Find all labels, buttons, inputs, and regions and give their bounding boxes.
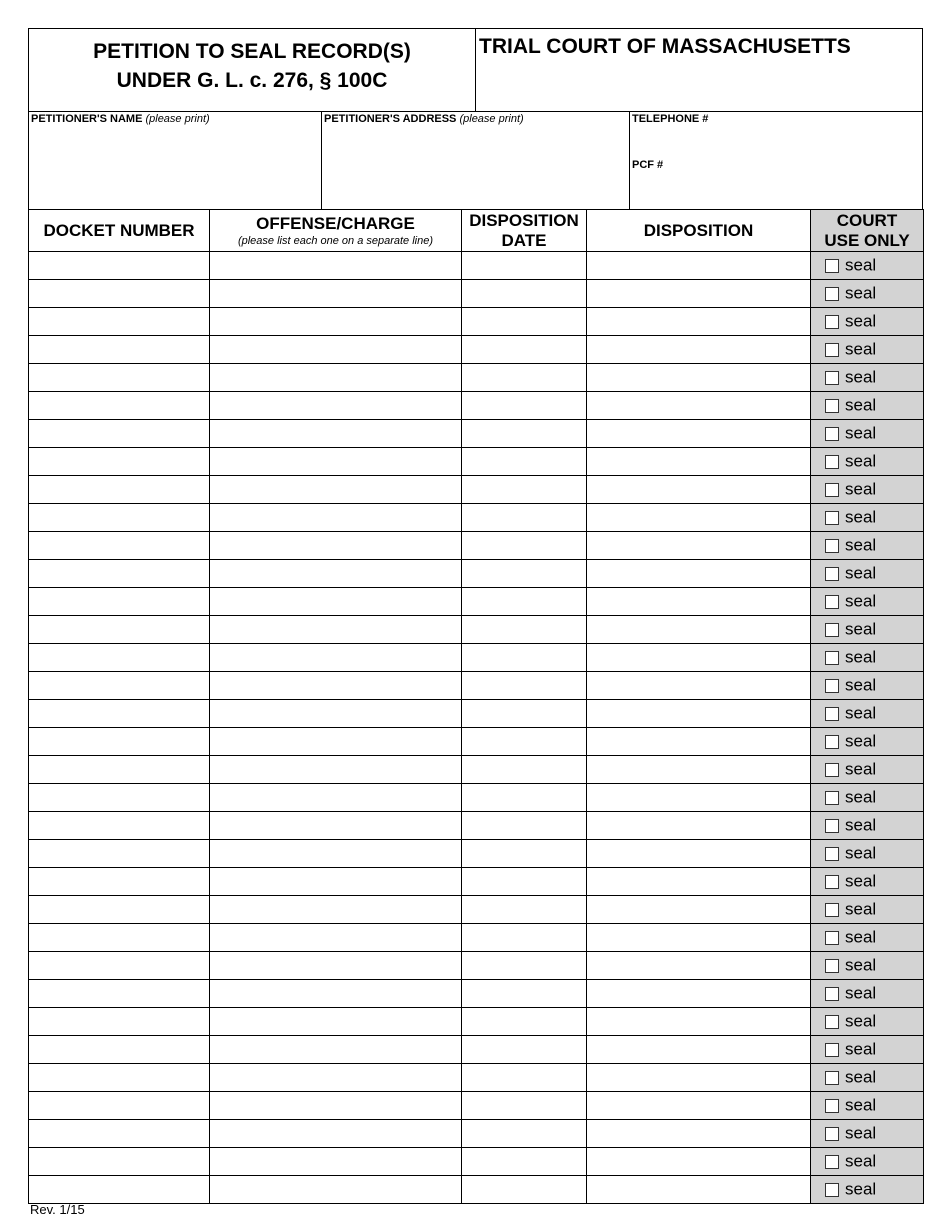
table-row	[29, 952, 924, 980]
court-use-cell	[811, 504, 924, 532]
disposition-date-cell[interactable]	[462, 280, 587, 308]
seal-checkbox[interactable]	[825, 903, 839, 917]
seal-label: seal	[845, 1095, 877, 1115]
petitioner-info-row	[28, 111, 923, 210]
seal-label: seal	[845, 871, 877, 891]
offense-charge-cell[interactable]	[210, 1092, 462, 1120]
disposition-cell[interactable]	[587, 952, 811, 980]
disposition-cell[interactable]	[587, 364, 811, 392]
offense-charge-cell[interactable]	[210, 672, 462, 700]
docket-number-cell[interactable]	[29, 280, 210, 308]
docket-number-cell[interactable]	[29, 1092, 210, 1120]
seal-checkbox[interactable]	[825, 1127, 839, 1141]
disposition-cell[interactable]	[587, 728, 811, 756]
seal-label: seal	[845, 1179, 877, 1199]
seal-checkbox[interactable]	[825, 623, 839, 637]
table-row	[29, 364, 924, 392]
petitioner-name-field[interactable]	[29, 112, 322, 209]
offense-charge-cell[interactable]	[210, 392, 462, 420]
docket-number-cell[interactable]	[29, 588, 210, 616]
table-row	[29, 812, 924, 840]
disposition-cell[interactable]	[587, 532, 811, 560]
disposition-cell[interactable]	[587, 392, 811, 420]
offense-charge-cell[interactable]	[210, 812, 462, 840]
offense-charge-cell[interactable]	[210, 336, 462, 364]
docket-number-cell[interactable]	[29, 1120, 210, 1148]
offense-charge-cell[interactable]	[210, 420, 462, 448]
table-row	[29, 588, 924, 616]
disposition-date-cell[interactable]	[462, 1008, 587, 1036]
disposition-date-cell[interactable]	[462, 700, 587, 728]
disposition-date-cell[interactable]	[462, 812, 587, 840]
telephone-field[interactable]	[630, 112, 923, 209]
disposition-cell[interactable]	[587, 588, 811, 616]
docket-number-header: DOCKET NUMBER	[29, 210, 210, 252]
disposition-date-cell[interactable]	[462, 336, 587, 364]
offense-charge-cell[interactable]	[210, 364, 462, 392]
disposition-cell[interactable]	[587, 756, 811, 784]
court-use-cell	[811, 952, 924, 980]
court-use-cell	[811, 336, 924, 364]
table-row	[29, 868, 924, 896]
court-use-cell	[811, 280, 924, 308]
offense-charge-cell[interactable]	[210, 1008, 462, 1036]
seal-label: seal	[845, 983, 877, 1003]
seal-checkbox[interactable]	[825, 1183, 839, 1197]
table-row	[29, 560, 924, 588]
telephone-label: TELEPHONE #	[632, 113, 709, 125]
disposition-date-cell[interactable]	[462, 364, 587, 392]
court-use-cell	[811, 448, 924, 476]
docket-number-cell[interactable]	[29, 392, 210, 420]
disposition-cell[interactable]	[587, 924, 811, 952]
offense-charge-cell[interactable]	[210, 756, 462, 784]
disposition-date-cell[interactable]	[462, 840, 587, 868]
seal-checkbox[interactable]	[825, 959, 839, 973]
court-use-cell	[811, 1008, 924, 1036]
docket-number-cell[interactable]	[29, 1064, 210, 1092]
table-row	[29, 1092, 924, 1120]
disposition-cell[interactable]	[587, 616, 811, 644]
disposition-cell[interactable]	[587, 700, 811, 728]
seal-checkbox[interactable]	[825, 791, 839, 805]
disposition-date-cell[interactable]	[462, 560, 587, 588]
disposition-cell[interactable]	[587, 280, 811, 308]
disposition-cell[interactable]	[587, 504, 811, 532]
disposition-cell[interactable]	[587, 812, 811, 840]
court-use-cell	[811, 1148, 924, 1176]
docket-number-cell[interactable]	[29, 504, 210, 532]
offense-charge-cell[interactable]	[210, 560, 462, 588]
disposition-date-cell[interactable]	[462, 896, 587, 924]
revision-label: Rev. 1/15	[30, 1202, 85, 1217]
seal-label: seal	[845, 955, 877, 975]
disposition-date-cell[interactable]	[462, 1176, 587, 1204]
court-use-cell	[811, 588, 924, 616]
seal-label: seal	[845, 283, 877, 303]
disposition-cell[interactable]	[587, 1064, 811, 1092]
petitioner-name-hint: (please print)	[145, 113, 210, 125]
disposition-date-cell[interactable]	[462, 532, 587, 560]
disposition-date-cell[interactable]	[462, 784, 587, 812]
disposition-date-cell[interactable]	[462, 392, 587, 420]
court-use-cell	[811, 672, 924, 700]
seal-checkbox[interactable]	[825, 539, 839, 553]
seal-checkbox[interactable]	[825, 1155, 839, 1169]
petitioner-address-hint: (please print)	[459, 113, 524, 125]
offense-charge-cell[interactable]	[210, 952, 462, 980]
table-row	[29, 336, 924, 364]
disposition-date-cell[interactable]	[462, 588, 587, 616]
disposition-date-cell[interactable]	[462, 868, 587, 896]
seal-checkbox[interactable]	[825, 315, 839, 329]
court-use-cell	[811, 252, 924, 280]
seal-checkbox[interactable]	[825, 819, 839, 833]
offense-charge-cell[interactable]	[210, 700, 462, 728]
court-use-cell	[811, 1092, 924, 1120]
seal-checkbox[interactable]	[825, 987, 839, 1001]
court-use-cell	[811, 924, 924, 952]
docket-number-cell[interactable]	[29, 420, 210, 448]
seal-checkbox[interactable]	[825, 287, 839, 301]
seal-checkbox[interactable]	[825, 259, 839, 273]
seal-checkbox[interactable]	[825, 567, 839, 581]
disposition-cell[interactable]	[587, 784, 811, 812]
disposition-cell[interactable]	[587, 1148, 811, 1176]
form-title-block	[28, 28, 476, 112]
court-use-cell	[811, 896, 924, 924]
court-use-cell	[811, 980, 924, 1008]
docket-number-cell[interactable]	[29, 672, 210, 700]
docket-number-cell[interactable]	[29, 308, 210, 336]
docket-number-cell[interactable]	[29, 476, 210, 504]
table-row	[29, 532, 924, 560]
table-row	[29, 504, 924, 532]
disposition-cell[interactable]	[587, 1092, 811, 1120]
disposition-date-cell[interactable]	[462, 476, 587, 504]
offense-charge-cell[interactable]	[210, 476, 462, 504]
disposition-date-cell[interactable]	[462, 756, 587, 784]
court-use-cell	[811, 392, 924, 420]
seal-label: seal	[845, 395, 877, 415]
docket-number-cell[interactable]	[29, 812, 210, 840]
seal-label: seal	[845, 815, 877, 835]
docket-number-cell[interactable]	[29, 336, 210, 364]
seal-label: seal	[845, 759, 877, 779]
table-row	[29, 1120, 924, 1148]
seal-checkbox[interactable]	[825, 1099, 839, 1113]
offense-charge-cell[interactable]	[210, 1148, 462, 1176]
offense-charge-cell[interactable]	[210, 308, 462, 336]
disposition-date-cell[interactable]	[462, 1036, 587, 1064]
offense-hint: (please list each one on a separate line)	[237, 234, 434, 247]
table-row	[29, 924, 924, 952]
docket-number-cell[interactable]	[29, 952, 210, 980]
table-row	[29, 1176, 924, 1204]
disposition-date-cell[interactable]	[462, 672, 587, 700]
seal-checkbox[interactable]	[825, 931, 839, 945]
seal-label: seal	[845, 731, 877, 751]
seal-checkbox[interactable]	[825, 399, 839, 413]
seal-checkbox[interactable]	[825, 651, 839, 665]
docket-number-cell[interactable]	[29, 700, 210, 728]
offense-charge-cell[interactable]	[210, 280, 462, 308]
disposition-date-cell[interactable]	[462, 952, 587, 980]
table-row	[29, 392, 924, 420]
disposition-date-cell[interactable]	[462, 924, 587, 952]
docket-number-cell[interactable]	[29, 784, 210, 812]
seal-label: seal	[845, 1151, 877, 1171]
disposition-date-cell[interactable]	[462, 980, 587, 1008]
disposition-date-cell[interactable]	[462, 1064, 587, 1092]
table-row	[29, 896, 924, 924]
disposition-cell[interactable]	[587, 1120, 811, 1148]
seal-checkbox[interactable]	[825, 1015, 839, 1029]
table-row	[29, 476, 924, 504]
docket-number-cell[interactable]	[29, 448, 210, 476]
records-table	[28, 209, 924, 1204]
seal-label: seal	[845, 619, 877, 639]
table-row	[29, 644, 924, 672]
disposition-cell[interactable]	[587, 560, 811, 588]
offense-charge-cell[interactable]	[210, 1120, 462, 1148]
docket-number-cell[interactable]	[29, 364, 210, 392]
disposition-cell[interactable]	[587, 252, 811, 280]
court-use-cell	[811, 840, 924, 868]
disposition-date-cell[interactable]	[462, 448, 587, 476]
offense-charge-cell[interactable]	[210, 840, 462, 868]
offense-charge-cell[interactable]	[210, 252, 462, 280]
court-use-cell	[811, 644, 924, 672]
docket-number-cell[interactable]	[29, 840, 210, 868]
table-row	[29, 420, 924, 448]
disposition-cell[interactable]	[587, 1176, 811, 1204]
seal-label: seal	[845, 255, 877, 275]
table-row	[29, 980, 924, 1008]
court-use-cell	[811, 532, 924, 560]
court-use-cell	[811, 868, 924, 896]
table-header-row	[29, 210, 924, 252]
pcf-label: PCF #	[632, 159, 664, 171]
docket-number-cell[interactable]	[29, 616, 210, 644]
offense-charge-cell[interactable]	[210, 504, 462, 532]
disposition-cell[interactable]	[587, 476, 811, 504]
seal-label: seal	[845, 899, 877, 919]
seal-label: seal	[845, 1067, 877, 1087]
disposition-date-cell[interactable]	[462, 1148, 587, 1176]
form-title-line2: UNDER G. L. c. 276, § 100C	[116, 69, 388, 92]
table-row	[29, 784, 924, 812]
seal-label: seal	[845, 787, 877, 807]
docket-number-cell[interactable]	[29, 532, 210, 560]
disposition-date-cell[interactable]	[462, 252, 587, 280]
offense-charge-cell[interactable]	[210, 448, 462, 476]
court-use-only-header: COURT USE ONLY	[811, 210, 924, 252]
disposition-cell[interactable]	[587, 644, 811, 672]
table-row	[29, 1036, 924, 1064]
seal-checkbox[interactable]	[825, 455, 839, 469]
court-use-cell	[811, 700, 924, 728]
court-use-cell	[811, 1176, 924, 1204]
disposition-cell[interactable]	[587, 840, 811, 868]
offense-charge-cell[interactable]	[210, 1036, 462, 1064]
docket-number-cell[interactable]	[29, 756, 210, 784]
seal-label: seal	[845, 647, 877, 667]
seal-label: seal	[845, 479, 877, 499]
offense-charge-cell[interactable]	[210, 896, 462, 924]
offense-charge-cell[interactable]	[210, 868, 462, 896]
court-use-cell	[811, 756, 924, 784]
court-use-cell	[811, 476, 924, 504]
seal-checkbox[interactable]	[825, 875, 839, 889]
offense-charge-header: OFFENSE/CHARGE (please list each one on a separate line)	[210, 210, 462, 252]
court-use-cell	[811, 364, 924, 392]
seal-checkbox[interactable]	[825, 427, 839, 441]
court-use-cell	[811, 1064, 924, 1092]
court-name-block	[475, 28, 923, 112]
seal-label: seal	[845, 1123, 877, 1143]
seal-checkbox[interactable]	[825, 1043, 839, 1057]
docket-number-cell[interactable]	[29, 868, 210, 896]
disposition-cell[interactable]	[587, 980, 811, 1008]
seal-checkbox[interactable]	[825, 847, 839, 861]
disposition-cell[interactable]	[587, 868, 811, 896]
docket-number-cell[interactable]	[29, 644, 210, 672]
disposition-cell[interactable]	[587, 308, 811, 336]
docket-number-cell[interactable]	[29, 252, 210, 280]
seal-label: seal	[845, 1011, 877, 1031]
offense-charge-cell[interactable]	[210, 728, 462, 756]
docket-number-cell[interactable]	[29, 896, 210, 924]
seal-label: seal	[845, 451, 877, 471]
disposition-cell[interactable]	[587, 1008, 811, 1036]
offense-charge-cell[interactable]	[210, 644, 462, 672]
docket-number-cell[interactable]	[29, 1008, 210, 1036]
table-row	[29, 1008, 924, 1036]
table-row	[29, 308, 924, 336]
petitioner-address-label: PETITIONER'S ADDRESS	[324, 113, 457, 125]
docket-number-cell[interactable]	[29, 728, 210, 756]
table-row	[29, 700, 924, 728]
disposition-date-cell[interactable]	[462, 1092, 587, 1120]
docket-number-cell[interactable]	[29, 924, 210, 952]
offense-charge-cell[interactable]	[210, 616, 462, 644]
offense-charge-cell[interactable]	[210, 1176, 462, 1204]
disposition-date-cell[interactable]	[462, 1120, 587, 1148]
docket-number-cell[interactable]	[29, 560, 210, 588]
seal-checkbox[interactable]	[825, 707, 839, 721]
petitioner-name-label: PETITIONER'S NAME	[31, 113, 143, 125]
seal-label: seal	[845, 591, 877, 611]
offense-charge-cell[interactable]	[210, 980, 462, 1008]
offense-charge-cell[interactable]	[210, 924, 462, 952]
offense-charge-cell[interactable]	[210, 784, 462, 812]
table-row	[29, 1148, 924, 1176]
court-use-cell	[811, 616, 924, 644]
seal-checkbox[interactable]	[825, 679, 839, 693]
offense-charge-cell[interactable]	[210, 588, 462, 616]
table-row	[29, 672, 924, 700]
disposition-cell[interactable]	[587, 420, 811, 448]
disposition-date-cell[interactable]	[462, 504, 587, 532]
court-use-cell	[811, 728, 924, 756]
docket-number-cell[interactable]	[29, 1036, 210, 1064]
court-use-cell	[811, 784, 924, 812]
seal-label: seal	[845, 339, 877, 359]
disposition-date-header: DISPOSITION DATE	[462, 210, 587, 252]
seal-checkbox[interactable]	[825, 371, 839, 385]
seal-label: seal	[845, 535, 877, 555]
disposition-cell[interactable]	[587, 896, 811, 924]
offense-charge-cell[interactable]	[210, 1064, 462, 1092]
disposition-date-cell[interactable]	[462, 644, 587, 672]
disposition-date-cell[interactable]	[462, 420, 587, 448]
docket-number-cell[interactable]	[29, 1148, 210, 1176]
court-use-cell	[811, 420, 924, 448]
seal-label: seal	[845, 311, 877, 331]
seal-checkbox[interactable]	[825, 763, 839, 777]
seal-checkbox[interactable]	[825, 511, 839, 525]
docket-number-cell[interactable]	[29, 1176, 210, 1204]
disposition-cell[interactable]	[587, 672, 811, 700]
seal-label: seal	[845, 563, 877, 583]
disposition-cell[interactable]	[587, 336, 811, 364]
seal-label: seal	[845, 703, 877, 723]
seal-label: seal	[845, 843, 877, 863]
table-row	[29, 448, 924, 476]
disposition-date-cell[interactable]	[462, 308, 587, 336]
disposition-cell[interactable]	[587, 448, 811, 476]
seal-checkbox[interactable]	[825, 343, 839, 357]
offense-charge-cell[interactable]	[210, 532, 462, 560]
disposition-cell[interactable]	[587, 1036, 811, 1064]
court-use-cell	[811, 308, 924, 336]
table-row	[29, 728, 924, 756]
court-use-cell	[811, 1036, 924, 1064]
disposition-date-cell[interactable]	[462, 728, 587, 756]
table-row	[29, 252, 924, 280]
seal-label: seal	[845, 927, 877, 947]
court-use-cell	[811, 812, 924, 840]
seal-checkbox[interactable]	[825, 1071, 839, 1085]
disposition-header: DISPOSITION	[587, 210, 811, 252]
seal-label: seal	[845, 675, 877, 695]
table-row	[29, 1064, 924, 1092]
seal-checkbox[interactable]	[825, 483, 839, 497]
court-use-cell	[811, 560, 924, 588]
court-use-cell	[811, 1120, 924, 1148]
seal-checkbox[interactable]	[825, 735, 839, 749]
disposition-date-cell[interactable]	[462, 616, 587, 644]
court-name: TRIAL COURT OF MASSACHUSETTS	[479, 35, 851, 58]
docket-number-cell[interactable]	[29, 980, 210, 1008]
table-row	[29, 756, 924, 784]
seal-checkbox[interactable]	[825, 595, 839, 609]
seal-label: seal	[845, 1039, 877, 1059]
table-row	[29, 280, 924, 308]
table-row	[29, 840, 924, 868]
seal-label: seal	[845, 423, 877, 443]
seal-label: seal	[845, 507, 877, 527]
petitioner-address-field[interactable]	[322, 112, 630, 209]
table-row	[29, 616, 924, 644]
seal-label: seal	[845, 367, 877, 387]
form-title-line1: PETITION TO SEAL RECORD(S)	[93, 40, 411, 63]
